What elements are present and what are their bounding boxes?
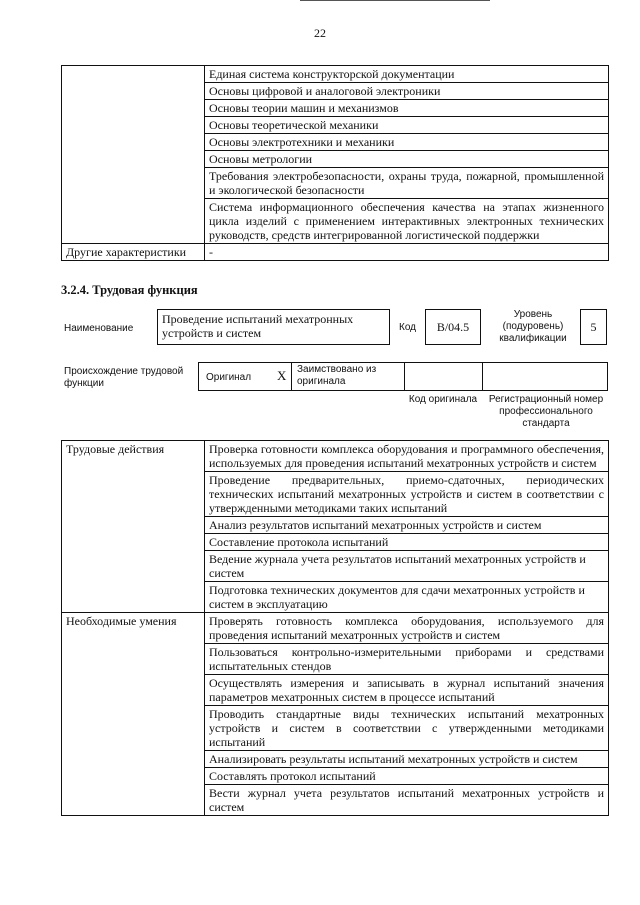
skill-item: Осуществлять измерения и записывать в журнал испытаний значения параметров мехатронных систем в процессе испытаний <box>205 675 609 706</box>
action-item: Анализ результатов испытаний мехатронных устройств и систем <box>205 517 609 534</box>
knowledge-item: Единая система конструкторской документации <box>205 66 609 83</box>
function-name-box <box>157 309 390 345</box>
page-number: 22 <box>314 26 326 40</box>
reg-number-label: Регистрационный номер профессионального стандарта <box>488 394 604 429</box>
other-characteristics-label: Другие характеристики <box>62 244 205 261</box>
knowledge-item: Основы электротехники и механики <box>205 134 609 151</box>
function-name-value: Проведение испытаний мехатронных устройств и систем <box>162 312 354 340</box>
origin-divider-2 <box>404 362 405 391</box>
level-label: Уровень (подуровень) квалификации <box>499 309 567 344</box>
code-value-box <box>425 309 481 345</box>
skill-item: Проверять готовность комплекса оборудования, используемого для проведения испытаний мехатронных устройств и систем <box>205 613 609 644</box>
code-value: B/04.5 <box>436 320 470 334</box>
knowledge-table <box>61 65 609 261</box>
skills-label: Необходимые умения <box>62 613 205 816</box>
skill-item: Составлять протокол испытаний <box>205 768 609 785</box>
borrowed-label: Заимствовано из оригинала <box>297 364 377 387</box>
knowledge-item: Основы метрологии <box>205 151 609 168</box>
name-label: Наименование <box>64 323 134 334</box>
action-item: Подготовка технических документов для сдачи мехатронных устройств и систем в эксплуатацию <box>205 582 609 613</box>
level-value: 5 <box>590 320 597 334</box>
top-rule <box>300 0 490 1</box>
code-label: Код <box>399 322 417 333</box>
action-item: Проведение предварительных, приемо-сдаточных, периодических технических испытаний мехатронных устройств и систем в соответствии с утвержденными методиками таких испытаний <box>205 472 609 517</box>
origin-row <box>198 362 608 391</box>
skill-item: Вести журнал учета результатов испытаний мехатронных устройств и систем <box>205 785 609 816</box>
original-mark: X <box>277 368 287 383</box>
action-item: Ведение журнала учета результатов испытаний мехатронных устройств и систем <box>205 551 609 582</box>
knowledge-item: Основы теоретической механики <box>205 117 609 134</box>
action-item: Составление протокола испытаний <box>205 534 609 551</box>
knowledge-label-cell <box>62 66 205 244</box>
origin-divider-1 <box>291 362 292 391</box>
knowledge-item: Требования электробезопасности, охраны труда, пожарной, промышленной и экологической безопасности <box>205 168 609 199</box>
skill-item: Пользоваться контрольно-измерительными приборами и средствами испытательных стендов <box>205 644 609 675</box>
knowledge-item: Система информационного обеспечения качества на этапах жизненного цикла изделий с применением интерактивных электронных технических руководств, средств интегрированной логистической поддержки <box>205 199 609 244</box>
section-title: 3.2.4. Трудовая функция <box>61 283 198 297</box>
original-label: Оригинал <box>206 372 252 383</box>
level-value-box <box>580 309 607 345</box>
other-characteristics-value: - <box>205 244 609 261</box>
origin-label: Происхождение трудовой функции <box>64 366 184 389</box>
code-original-label: Код оригинала <box>408 394 478 405</box>
knowledge-item: Основы цифровой и аналоговой электроники <box>205 83 609 100</box>
knowledge-item: Основы теории машин и механизмов <box>205 100 609 117</box>
function-details-table <box>61 440 609 816</box>
skill-item: Анализировать результаты испытаний мехатронных устройств и систем <box>205 751 609 768</box>
skill-item: Проводить стандартные виды технических испытаний мехатронных устройств и систем в соответствии с утвержденными методиками испытаний <box>205 706 609 751</box>
action-item: Проверка готовности комплекса оборудования и программного обеспечения, используемых для проведения испытаний мехатронных устройств и систем <box>205 441 609 472</box>
actions-label: Трудовые действия <box>62 441 205 613</box>
origin-divider-3 <box>482 362 483 391</box>
